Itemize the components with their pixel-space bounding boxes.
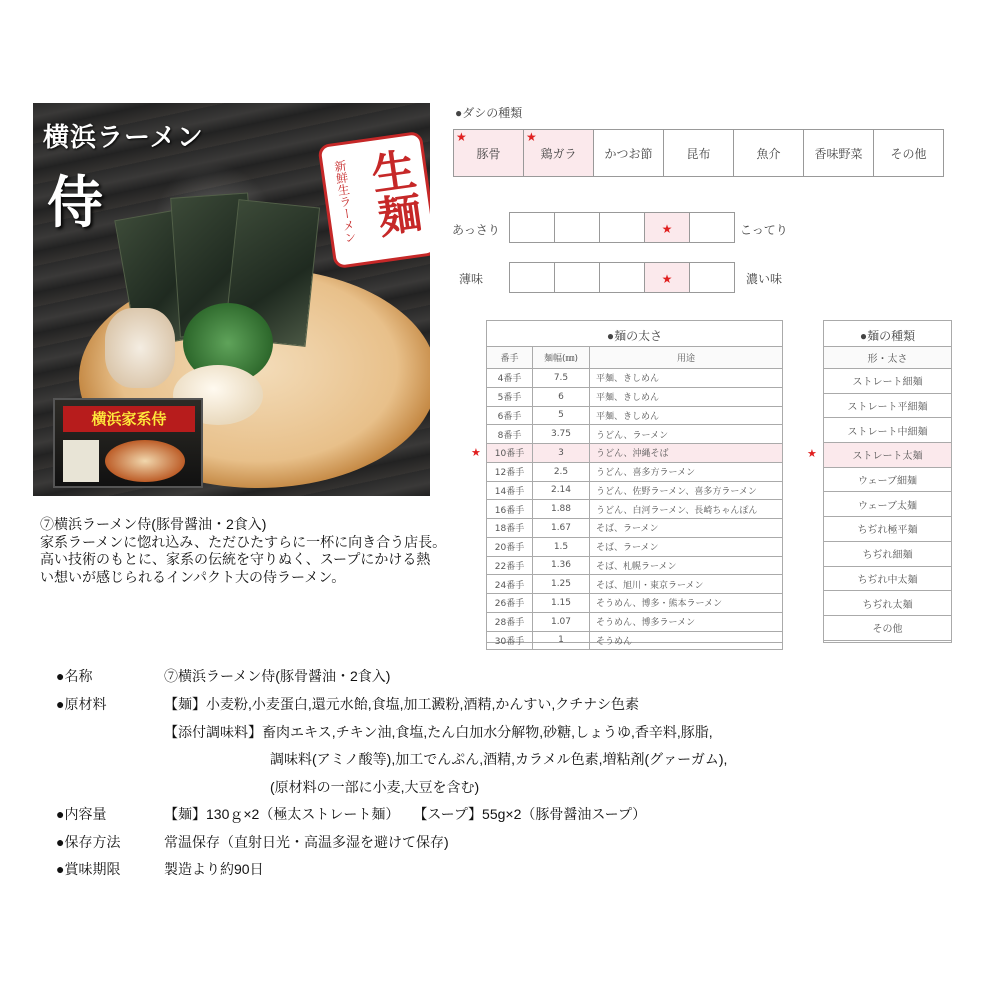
star-icon: ★ — [456, 130, 467, 144]
package-side — [63, 440, 99, 482]
thickness-cell: 8番手 — [487, 425, 533, 444]
thickness-cell: 6 — [533, 387, 590, 406]
thickness-row — [487, 537, 783, 556]
thickness-cell: 10番手 — [487, 444, 533, 463]
dashi-cell — [524, 130, 594, 177]
photo-title: 横浜ラーメン — [43, 123, 204, 153]
thickness-cell: 2.14 — [533, 481, 590, 500]
saltiness-scale — [509, 262, 735, 293]
package-bowl — [105, 440, 185, 482]
dashi-cell — [594, 130, 664, 177]
thickness-row — [487, 369, 783, 388]
dashi-title: ●ダシの種類 — [455, 106, 523, 120]
type-row — [824, 566, 952, 591]
thickness-cell: 1.25 — [533, 575, 590, 594]
thickness-header: 麺幅(㎜) — [533, 347, 590, 369]
thickness-row — [487, 387, 783, 406]
thickness-cell: 1 — [533, 631, 590, 650]
thickness-row — [487, 612, 783, 631]
thickness-cell: 12番手 — [487, 462, 533, 481]
type-title: ●麺の種類 — [859, 329, 916, 343]
thickness-row — [487, 481, 783, 500]
thickness-cell: うどん、喜多方ラーメン — [590, 462, 783, 481]
type-cell: ストレート細麺 — [824, 369, 952, 394]
thickness-cell: 4番手 — [487, 369, 533, 388]
product-photo — [33, 103, 430, 496]
thickness-row — [487, 631, 783, 650]
thickness-cell: 平麺、きしめん — [590, 387, 783, 406]
scale-cell — [645, 263, 690, 293]
dashi-label: 鶏ガラ — [540, 146, 577, 161]
spec-key: ●内容量 — [56, 806, 107, 822]
dashi-label: 昆布 — [686, 146, 711, 161]
thickness-cell: 16番手 — [487, 500, 533, 519]
thickness-row — [487, 556, 783, 575]
thickness-cell: 3 — [533, 444, 590, 463]
richness-scale — [509, 212, 735, 243]
scale-cell — [555, 213, 600, 243]
thickness-title: ●麺の太さ — [606, 329, 663, 343]
thickness-cell: 5番手 — [487, 387, 533, 406]
thickness-star: ★ — [471, 446, 481, 459]
thickness-cell: そば、ラーメン — [590, 537, 783, 556]
thickness-cell: 18番手 — [487, 519, 533, 538]
type-row — [824, 443, 952, 468]
spec-key: ●名称 — [56, 668, 93, 684]
thickness-cell: 1.88 — [533, 500, 590, 519]
thickness-row — [487, 594, 783, 613]
dashi-table — [453, 129, 944, 177]
package-label: 横浜家系侍 — [63, 406, 195, 432]
thickness-cell: 1.36 — [533, 556, 590, 575]
thickness-cell: うどん、沖縄そば — [590, 444, 783, 463]
scale-cell — [510, 263, 555, 293]
fresh-noodle-stamp — [314, 128, 430, 272]
thickness-row — [487, 406, 783, 425]
thickness-cell: うどん、白河ラーメン、長崎ちゃんぽん — [590, 500, 783, 519]
dashi-label: かつお節 — [604, 146, 653, 161]
type-cell: ストレート中細麺 — [824, 418, 952, 443]
thickness-cell: 6番手 — [487, 406, 533, 425]
dashi-label: 豚骨 — [476, 146, 501, 161]
type-cell: ストレート太麺 — [824, 443, 952, 468]
spec-value: 製造より約90日 — [164, 861, 264, 877]
thickness-cell: そば、ラーメン — [590, 519, 783, 538]
spec-key: ●賞味期限 — [56, 861, 121, 877]
type-cell: ウェーブ太麺 — [824, 492, 952, 517]
description-line: い想いが感じられるインパクト大の侍ラーメン。 — [40, 568, 346, 585]
spec-value: 【麺】130ｇ×2（極太ストレート麺） 【スープ】55g×2（豚骨醤油スープ） — [164, 806, 647, 822]
thickness-header: 用途 — [590, 347, 783, 369]
scale-cell — [690, 213, 735, 243]
star-icon: ★ — [661, 222, 673, 236]
type-row — [824, 467, 952, 492]
thickness-row — [487, 575, 783, 594]
dashi-cell — [734, 130, 804, 177]
type-star: ★ — [807, 447, 817, 460]
type-row — [824, 541, 952, 566]
dashi-label: その他 — [890, 146, 927, 161]
type-row — [824, 418, 952, 443]
thickness-cell: 1.67 — [533, 519, 590, 538]
thickness-cell: 1.5 — [533, 537, 590, 556]
dashi-cell — [454, 130, 524, 177]
thickness-cell: 平麺、きしめん — [590, 369, 783, 388]
thickness-header: 番手 — [487, 347, 533, 369]
scale-right-label: 濃い味 — [746, 272, 783, 286]
thickness-row — [487, 425, 783, 444]
type-cell: ちぢれ太麺 — [824, 591, 952, 616]
thickness-cell: 24番手 — [487, 575, 533, 594]
dashi-cell — [804, 130, 874, 177]
dashi-cell — [664, 130, 734, 177]
type-cell: ストレート平細麺 — [824, 393, 952, 418]
scale-cell — [555, 263, 600, 293]
scale-cell — [690, 263, 735, 293]
thickness-cell: 5 — [533, 406, 590, 425]
type-header: 形・太さ — [824, 347, 952, 369]
spec-value: 【麺】小麦粉,小麦蛋白,還元水飴,食塩,加工澱粉,酒精,かんすい,クチナシ色素 — [164, 696, 639, 712]
stamp-small-text: 新鮮生ラーメン — [332, 159, 358, 245]
thickness-cell: 28番手 — [487, 612, 533, 631]
description-line: 家系ラーメンに惚れ込み、ただひたすらに一杯に向き合う店長。 — [40, 533, 447, 550]
thickness-cell: うどん、ラーメン — [590, 425, 783, 444]
scale-cell — [510, 213, 555, 243]
thickness-cell: 1.07 — [533, 612, 590, 631]
scale-right-label: こってり — [740, 223, 788, 237]
thickness-cell: そうめん — [590, 631, 783, 650]
thickness-cell: うどん、佐野ラーメン、喜多方ラーメン — [590, 481, 783, 500]
scale-cell — [600, 263, 645, 293]
star-icon: ★ — [526, 130, 537, 144]
thickness-cell: 1.15 — [533, 594, 590, 613]
type-cell: ちぢれ極平麺 — [824, 517, 952, 542]
thickness-row — [487, 500, 783, 519]
thickness-row — [487, 444, 783, 463]
type-row — [824, 492, 952, 517]
type-cell: ちぢれ細麺 — [824, 541, 952, 566]
spec-value: 【添付調味料】畜肉エキス,チキン油,食塩,たん白加水分解物,砂糖,しょうゆ,香辛料,豚脂, — [164, 723, 713, 740]
type-row — [824, 369, 952, 394]
type-row — [824, 517, 952, 542]
thickness-cell: 14番手 — [487, 481, 533, 500]
thickness-cell: 20番手 — [487, 537, 533, 556]
thickness-cell: そうめん、博多ラーメン — [590, 612, 783, 631]
type-row — [824, 615, 952, 640]
type-table — [823, 346, 952, 641]
thickness-cell: そば、札幌ラーメン — [590, 556, 783, 575]
spec-value: 調味料(アミノ酸等),加工でんぷん,酒精,カラメル色素,増粘剤(グァーガム), — [270, 751, 728, 767]
thickness-row — [487, 462, 783, 481]
thickness-cell: そば、旭川・東京ラーメン — [590, 575, 783, 594]
thickness-cell: 22番手 — [487, 556, 533, 575]
type-row — [824, 393, 952, 418]
type-cell: その他 — [824, 615, 952, 640]
spec-value: ⑦横浜ラーメン侍(豚骨醤油・2食入) — [164, 668, 391, 684]
photo-title-big: 侍 — [47, 170, 103, 236]
chashu — [105, 308, 175, 388]
thickness-cell: そうめん、博多・熊本ラーメン — [590, 594, 783, 613]
star-icon: ★ — [661, 272, 673, 286]
dashi-label: 香味野菜 — [814, 146, 863, 161]
spec-key: ●保存方法 — [56, 834, 121, 850]
type-cell: ウェーブ細麺 — [824, 467, 952, 492]
spec-value: (原材料の一部に小麦,大豆を含む) — [270, 778, 480, 795]
scale-cell — [645, 213, 690, 243]
thickness-table — [486, 346, 783, 650]
product-package — [53, 398, 203, 488]
dashi-label: 魚介 — [756, 146, 781, 161]
thickness-cell: 26番手 — [487, 594, 533, 613]
scale-left-label: あっさり — [452, 223, 500, 237]
thickness-cell: 30番手 — [487, 631, 533, 650]
thickness-cell: 平麺、きしめん — [590, 406, 783, 425]
thickness-cell: 7.5 — [533, 369, 590, 388]
stamp-big-text: 生麺 — [360, 145, 424, 241]
type-cell: ちぢれ中太麺 — [824, 566, 952, 591]
thickness-row — [487, 519, 783, 538]
description-title: ⑦横浜ラーメン侍(豚骨醤油・2食入) — [40, 516, 267, 532]
thickness-cell: 2.5 — [533, 462, 590, 481]
thickness-cell: 3.75 — [533, 425, 590, 444]
spec-key: ●原材料 — [56, 696, 107, 712]
spec-value: 常温保存（直射日光・高温多湿を避けて保存) — [164, 834, 449, 850]
product-description — [40, 516, 480, 586]
description-line: 高い技術のもとに、家系の伝統を守りぬく、スープにかける熱 — [40, 551, 431, 567]
type-row — [824, 591, 952, 616]
dashi-cell — [874, 130, 944, 177]
scale-cell — [600, 213, 645, 243]
scale-left-label: 薄味 — [459, 272, 484, 286]
